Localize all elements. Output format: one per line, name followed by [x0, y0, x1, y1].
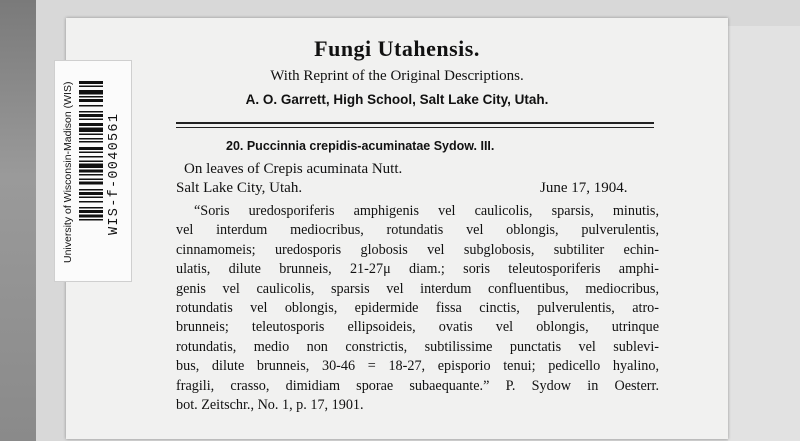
barcode-bar [79, 219, 103, 221]
description-line: rotundatis, medio non constrictis, subtilissime punctatis vel sublevi- [176, 338, 659, 355]
description-line: bot. Zeitschr., No. 1, p. 17, 1901. [176, 397, 364, 414]
barcode-bar [79, 152, 103, 154]
barcode-bar [79, 99, 103, 102]
description-line: rotundatis vel oblongis, epidermide fissa cinctis, pulverulentis, atro- [176, 300, 659, 317]
label-subtitle: With Reprint of the Original Descriptions. [270, 68, 524, 84]
barcode-bar [79, 197, 103, 199]
barcode-bar [79, 134, 103, 136]
barcode-bar [79, 215, 103, 218]
barcode-bar [79, 105, 103, 107]
catalog-number: WIS-f-0040561 [107, 112, 122, 236]
barcode-bar [79, 189, 103, 191]
barcode-bar [79, 119, 103, 121]
sheet-margin [728, 26, 800, 441]
barcode-bar [79, 111, 103, 113]
barcode-bar [79, 138, 103, 140]
description-line: brunneis; teleutosporis ellipsoideis, ovatis vel oblongis, utrinque [176, 319, 659, 336]
barcode-bar [79, 179, 103, 181]
barcode-bar [79, 192, 103, 195]
barcode-bar [79, 114, 103, 117]
barcode-bar [79, 210, 103, 213]
barcode-bar [79, 141, 103, 143]
description-line: ulatis, dilute brunneis, 21-27μ diam.; soris teleutosporiferis amphi- [176, 261, 659, 278]
barcode-bar [79, 90, 103, 95]
barcode-bar [79, 86, 103, 88]
barcode-bar [79, 164, 103, 169]
description-line: cinnamomeis; uredosporis globosis vel subglobosis, subtiliter echin- [176, 241, 659, 258]
specimen-label [66, 18, 728, 439]
barcode-bar [79, 96, 103, 98]
barcode-bar [79, 161, 103, 163]
description-line: genis vel caulicolis, sparsis vel interdum confluentibus, mediocribus, [176, 280, 659, 297]
barcode-bar [79, 170, 103, 173]
description-line: bus, dilute brunneis, 30-46 = 18-27, episporio tenui; pedicello hyalino, [176, 358, 659, 375]
barcode-bar [79, 182, 103, 185]
collection-locality: Salt Lake City, Utah. [176, 180, 303, 196]
description-line: “Soris uredosporiferis amphigenis vel caulicolis, sparsis, minutis, [194, 203, 659, 219]
description-line: vel interdum mediocribus, rotundatis vel oblongis, pulverulentis, [176, 222, 659, 239]
original-description [176, 202, 659, 415]
host-plant: On leaves of Crepis acuminata Nutt. [184, 161, 403, 177]
barcode-icon [79, 81, 103, 267]
divider-rule [176, 122, 654, 124]
barcode-bar [79, 147, 103, 150]
description-line: fragili, crasso, dimidiam sporae subaequante.” P. Sydow in Oesterr. [176, 377, 659, 394]
label-author: A. O. Garrett, High School, Salt Lake City, Utah. [245, 92, 549, 107]
barcode-bar [79, 207, 103, 209]
barcode-bar [79, 81, 103, 84]
barcode-label [54, 60, 132, 282]
species-name: 20. Puccinnia crepidis-acuminatae Sydow. III. [226, 139, 495, 153]
label-title: Fungi Utahensis. [314, 36, 480, 61]
barcode-bar [79, 174, 103, 176]
barcode-bar [79, 156, 103, 158]
institution-name: University of Wisconsin-Madison (WIS) [62, 81, 74, 263]
barcode-bar [79, 128, 103, 133]
collection-date: June 17, 1904. [540, 180, 628, 196]
barcode-bar [79, 123, 103, 126]
barcode-bar [79, 201, 103, 203]
divider-rule-thin [176, 127, 654, 128]
